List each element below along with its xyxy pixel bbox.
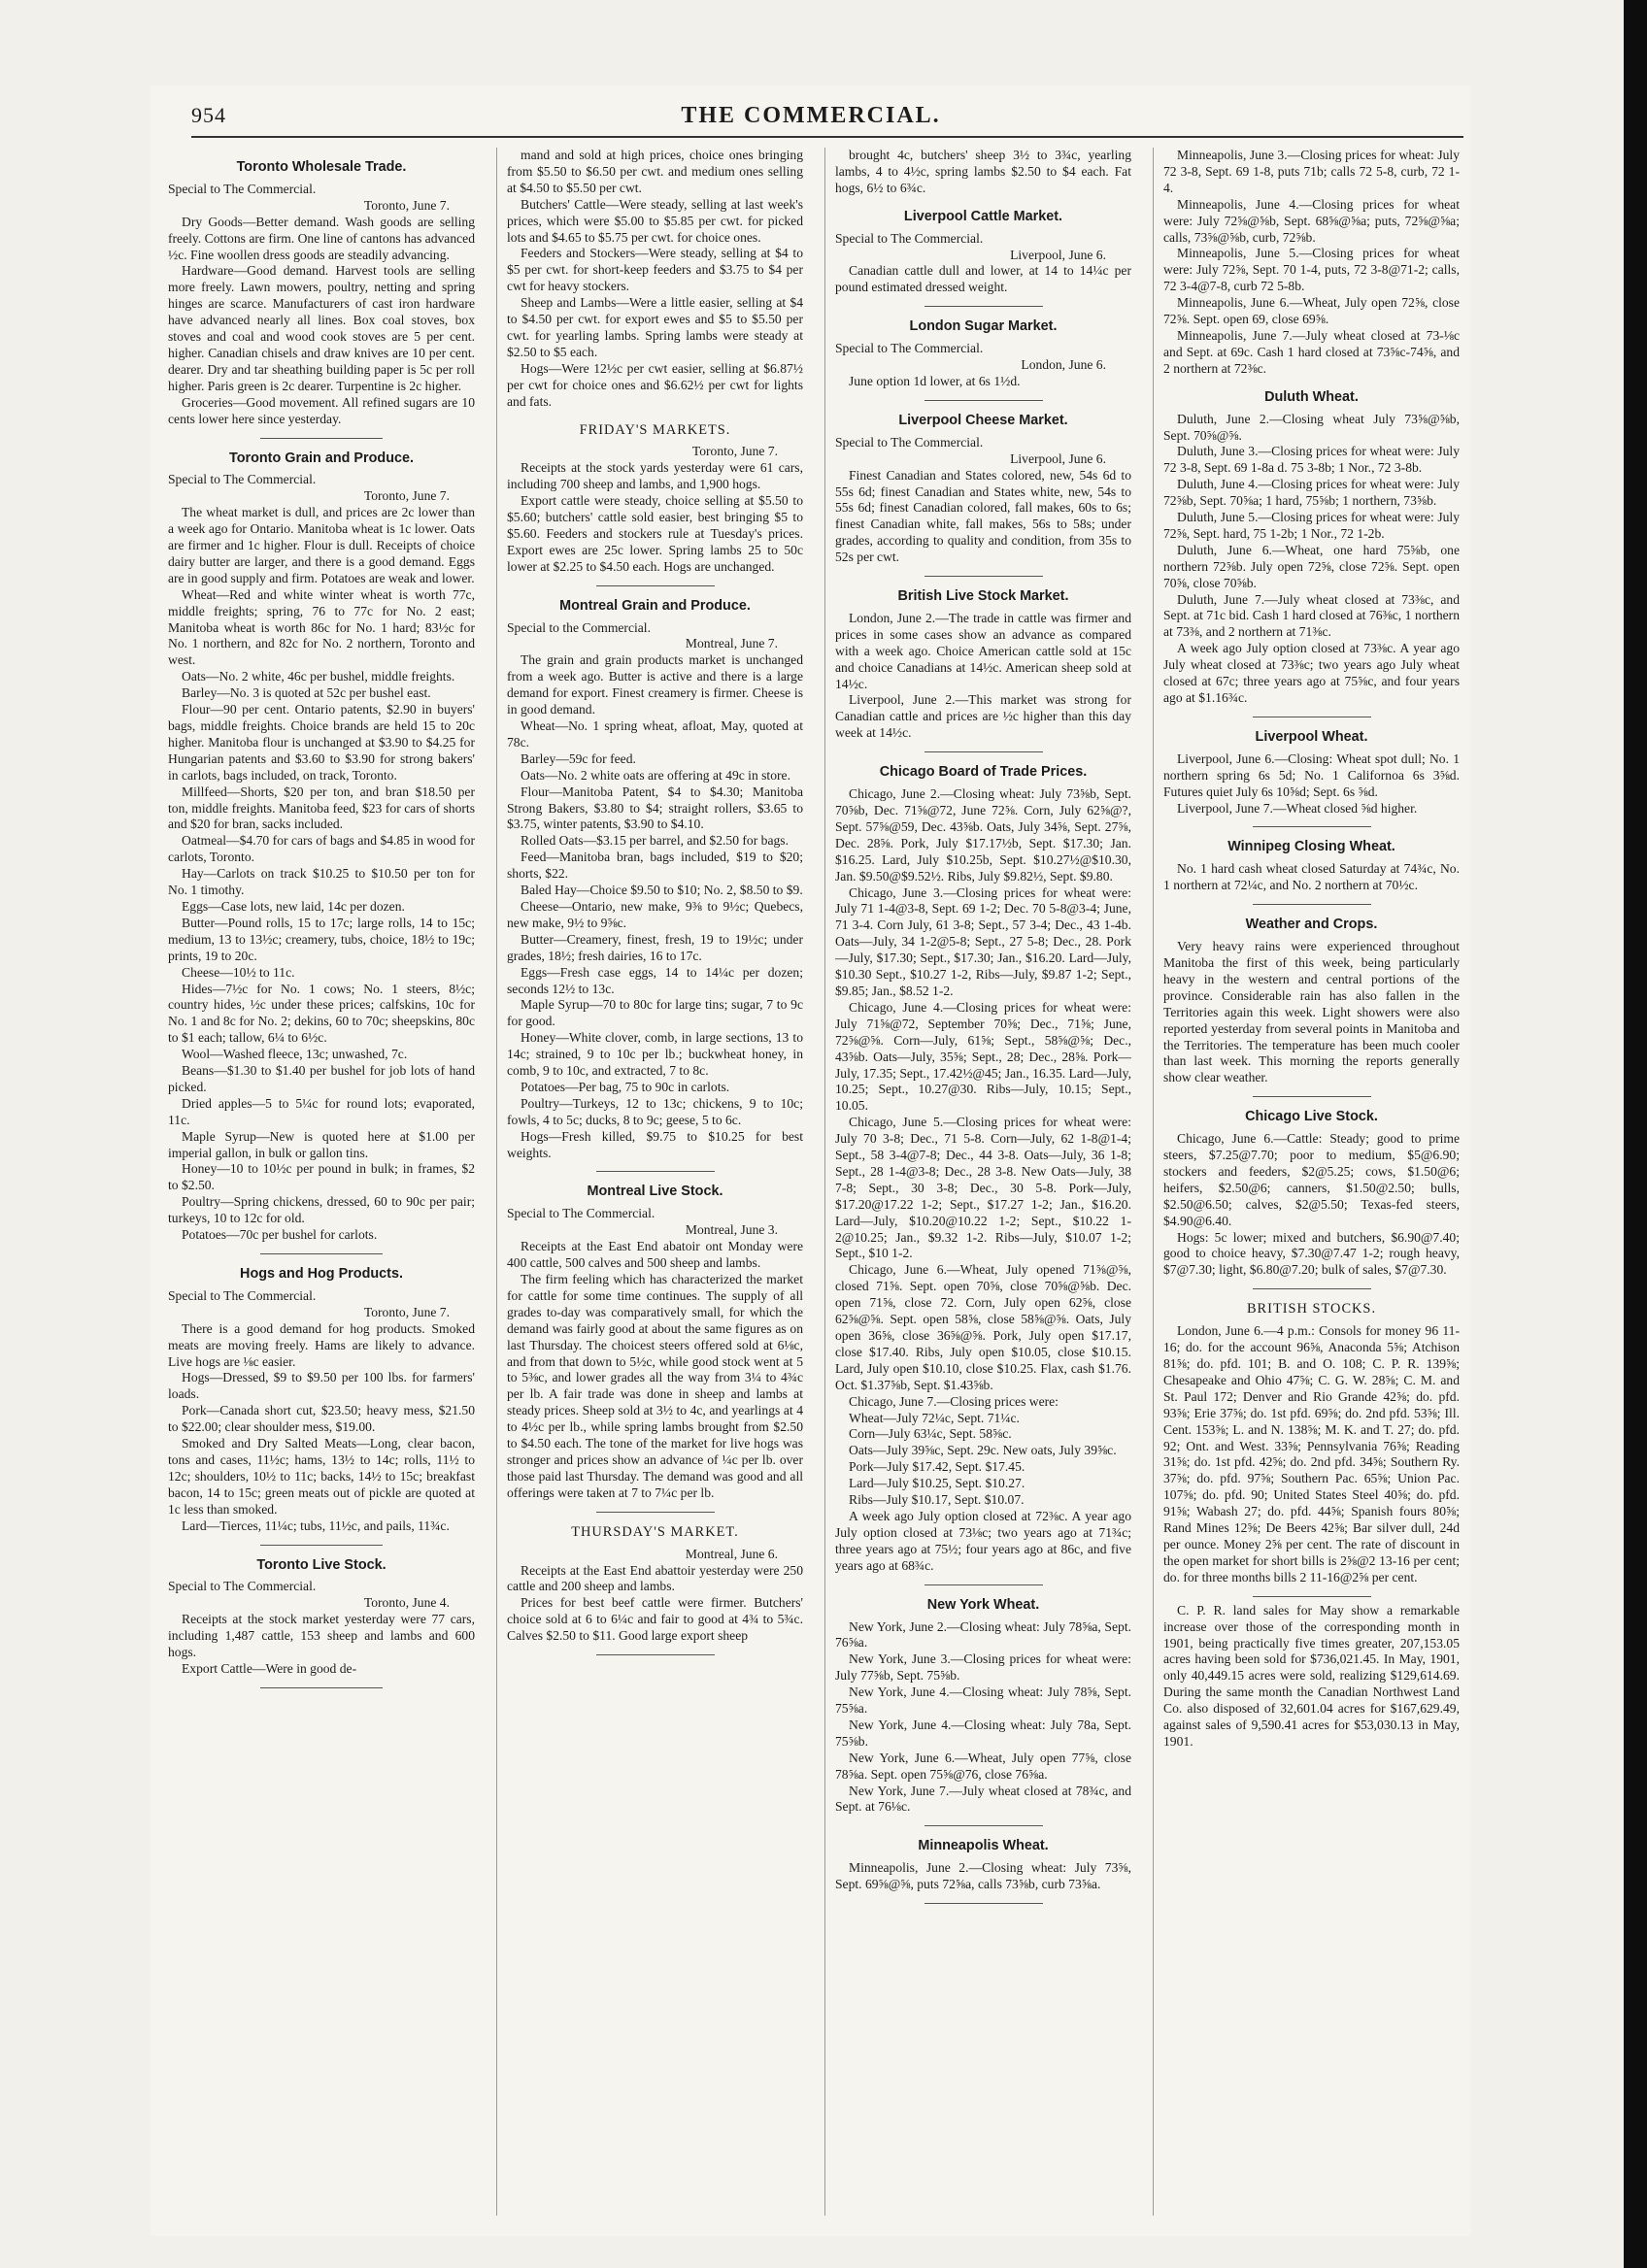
paragraph: A week ago July option closed at 73⅜c. A year ago July wheat closed at 73⅜c; two years ago July wheat closed at 67c; three years ago at 75⅝c, and four years ago at $1.16¾c. [1163,641,1460,705]
paragraph: Groceries—Good movement. All refined sugars are 10 cents lower here since yesterday. [168,394,475,426]
article-divider [260,1253,383,1254]
paragraph: Cheese—10½ to 11c. [182,964,295,980]
paragraph: Wheat—July 72¼c, Sept. 71¼c. [849,1410,1020,1425]
paragraph: Corn—July 63¼c, Sept. 58⅝c. [849,1426,1012,1442]
article [835,588,1131,752]
dateline: Toronto, June 4. [363,1595,450,1611]
paragraph: No. 1 hard cash wheat closed Saturday at 74¾c, No. 1 northern at 72¼c, and No. 2 northern at 70½c. [1163,861,1460,893]
article-heading: Duluth Wheat. [1264,388,1359,405]
paragraph: Flour—90 per cent. Ontario patents, $2.90 in buyers' bags, middle freights. Choice brands are held 15 to 20c higher. Manitoba flour is unchanged at $3.90 to $4.25 for Hungarian patents and $3.60 to $3.90 for strong bakers' in carlots, bags included, on track, Toronto. [168,702,475,783]
article [507,1524,803,1655]
article-heading: Toronto Wholesale Trade. [236,159,407,175]
article [507,422,803,586]
paragraph: Lard—July $10.25, Sept. $10.27. [849,1476,1025,1491]
paragraph: Wheat—Red and white winter wheat is worth 77c, middle freights; spring, 76 to 77c for No. 2 east; Manitoba wheat is worth 86c for No. 1 hard; 83½c for No. 1 northern, and 82c for No. 2 northern, Toronto and west. [168,586,475,668]
dateline: Montreal, June 6. [685,1546,778,1561]
paragraph: Minneapolis, June 3.—Closing prices for wheat: July 72 3-8, Sept. 69 1-8, puts 71b; calls 72 5-8, curb, 72 1-4. [1163,148,1460,195]
paragraph: Potatoes—70c per bushel for carlots. [182,1227,378,1243]
paragraph: Butter—Creamery, finest, fresh, 19 to 19½c; under grades, 18½; fresh dairies, 16 to 17c. [507,931,803,963]
paragraph: Canadian cattle dull and lower, at 14 to 14¼c per pound estimated dressed weight. [835,263,1131,295]
paragraph: Wheat—No. 1 spring wheat, afloat, May, quoted at 78c. [507,718,803,750]
article-heading: Liverpool Cheese Market. [898,412,1068,428]
paragraph: June option 1d lower, at 6s 1½d. [849,373,1021,388]
paragraph: Smoked and Dry Salted Meats—Long, clear bacon, tons and cases, 11½c; hams, 13½ to 14c; rolls, 11½ to 12c; shoulders, 10½ to 11c; backs, 14½ to 15c; breakfast bacon, 14 to 15c; green meats out of pickle are quoted at 1c less than smoked. [168,1436,475,1517]
paragraph: Finest Canadian and States colored, new, 54s 6d to 55s 6d; finest Canadian and States white, new, 54s to 55s 6d; finest Canadian colored, fall makes, 60s to 6s; finest Canadian white, fall makes, 56s to 58s; under grades, according to quality and condition, from 35s to 52s per cwt. [835,467,1131,565]
article-heading: Montreal Grain and Produce. [559,597,751,614]
paragraph: Butter—Pound rolls, 15 to 17c; large rolls, 14 to 15c; medium, 13 to 13½c; creamery, tubs, choice, 18½ to 19c; prints, 19 to 20c. [168,915,475,963]
article-heading: Toronto Grain and Produce. [228,450,414,466]
paragraph: Potatoes—Per bag, 75 to 90c in carlots. [521,1079,730,1094]
article [835,1838,1131,1904]
paragraph: Duluth, June 6.—Wheat, one hard 75⅝b, one northern 72⅝b. July open 72⅝, close 72⅝. Sept. open 70⅝, close 70⅝b. [1163,542,1460,590]
paragraph: Hides—7½c for No. 1 cows; No. 1 steers, 8½c; country hides, ½c under these prices; calfskins, 10c for No. 1 and 8c for No. 2; dekins, 60 to 70c; sheepskins, 80c to $1 each; tallow, 6¼ to 6½c. [168,981,475,1046]
article-heading: FRIDAY'S MARKETS. [579,421,731,438]
article [835,209,1131,308]
paragraph: Feed—Manitoba bran, bags included, $19 to $20; shorts, $22. [507,850,803,882]
paragraph: New York, June 3.—Closing prices for wheat were: July 77⅝b, Sept. 75⅝b. [835,1651,1131,1684]
paragraph: Hogs—Were 12½c per cwt easier, selling at $6.87½ per cwt for choice ones and $6.62½ per cwt for lights and fats. [507,360,803,409]
article [835,1597,1131,1827]
paragraph: Butchers' Cattle—Were steady, selling at last week's prices, which were $5.00 to $5.85 per cwt. for picked lots and $4.65 to $5.75 per cwt. for choice ones. [507,196,803,245]
paragraph: Honey—10 to 10½c per pound in bulk; in frames, $2 to $2.50. [168,1161,475,1193]
paragraph: The firm feeling which has characterized the market for cattle for some time continues. The supply of all grades to-day was comparatively small, for which the demand was fairly good at about the same figures as on last Thursday. The choicest steers offered sold at 6⅛c, and from that down to 5½c, while good stock went at 5 to 5⅜c, and lower grades all the way from 3¼ to 4¾c per lb. A fair trade was done in sheep and lambs at steady prices. Sheep sold at 3½ to 4c, and yearlings at 4 to 4½c per lb., while spring lambs brought from $2.50 to $4.50 each. The tone of the market for live hogs was stronger and prices show an advance of ¼c per lb. over those paid last Thursday. The demand was good and all offerings were taken at 7 to 7¼c per lb. [507,1272,803,1500]
paragraph: Chicago, June 7.—Closing prices were: [849,1393,1059,1409]
paragraph: Duluth, June 2.—Closing wheat July 73⅝@⅝b, Sept. 70⅝@⅝. [1163,411,1460,443]
paragraph: Wool—Washed fleece, 13c; unwashed, 7c. [182,1047,408,1062]
dateline: Liverpool, June 6. [1010,247,1106,262]
paragraph: Receipts at the stock yards yesterday were 61 cars, including 700 sheep and lambs, and 1,900 hogs. [507,460,803,492]
article-heading: BRITISH STOCKS. [1246,1301,1377,1317]
masthead-rule [191,136,1463,138]
article [507,598,803,1173]
article-divider [596,1171,715,1172]
article-divider [1253,1596,1371,1597]
article-heading: Minneapolis Wheat. [918,1838,1049,1854]
article-divider [260,1545,383,1546]
paragraph: Receipts at the East End abattoir yesterday were 250 cattle and 200 sheep and lambs. [507,1562,803,1594]
paragraph: Dried apples—5 to 5¼c for round lots; evaporated, 11c. [168,1095,475,1127]
dateline: Toronto, June 7. [363,197,450,213]
dateline: London, June 6. [1021,357,1106,373]
article-heading: Weather and Crops. [1245,917,1378,933]
paragraph: Chicago, June 4.—Closing prices for wheat were: July 71⅝@72, September 70⅝; Dec., 71⅝; June, 72⅝@⅝. Corn—July, 61⅝; Sept., 58⅝@⅝; Dec., 43⅝b. Oats—July, 35⅝; Sept., 28; Dec., 28⅝. Pork—July, 17.35; Sept., 17.42½@45; Jan., 16.35. Lard—July, 10.25; Sept., 10.27@30. Ribs—July, 10.15; Sept., 10.05. [835,999,1131,1114]
article [1163,1603,1460,1751]
paragraph: Export cattle were steady, choice selling at $5.50 to $5.60; butchers' cattle sold easier, best bringing $5 to $5.60. Feeders and stockers rule at Tuesday's prices. Export ewes are 25c lower. Spring lambs 25 to 50c lower at $2.25 to $4.50 each. Hogs are unchanged. [507,493,803,574]
paragraph: London, June 2.—The trade in cattle was firmer and prices in some cases show an advance as compared with a week ago. Choice American cattle sold at 15c and choice Canadians at 14½c. American sheep sold at 14½c. [835,610,1131,691]
article [168,159,475,439]
article-heading: Chicago Board of Trade Prices. [879,764,1088,781]
article-divider [924,1825,1043,1826]
dateline: Liverpool, June 6. [1010,450,1106,466]
column-1 [168,148,475,2216]
paragraph: Duluth, June 3.—Closing prices for wheat were: July 72 3-8, Sept. 69 1-8a d. 75 3-8b; 1 Nor., 72 3-8b. [1163,444,1460,476]
paragraph: Poultry—Spring chickens, dressed, 60 to 90c per pair; turkeys, 10 to 12c for old. [168,1194,475,1226]
paragraph: Sheep and Lambs—Were a little easier, selling at $4 to $4.50 per cwt. for export ewes and $5 to $5.50 per cwt. for yearling lambs. Spring lambs were steady at $2.50 to $5 each. [507,295,803,359]
article-divider [924,306,1043,307]
column-2 [496,148,803,2216]
dateline: Montreal, June 3. [685,1222,778,1238]
article-divider [1253,1096,1371,1097]
article-heading: THURSDAY'S MARKET. [571,1523,739,1540]
article [835,318,1131,401]
paragraph: Liverpool, June 2.—This market was strong for Canadian cattle and prices are ½c higher than this day week at 14½c. [835,692,1131,741]
article-divider [1253,826,1371,827]
article-divider [596,585,715,586]
article [1163,389,1460,717]
article-divider [260,438,383,439]
dateline: Montreal, June 7. [685,636,778,651]
article-heading: British Live Stock Market. [897,588,1069,605]
article-heading: Montreal Live Stock. [587,1184,723,1200]
article-heading: Liverpool Wheat. [1255,728,1368,745]
paragraph: Cheese—Ontario, new make, 9⅜ to 9½c; Quebecs, new make, 9½ to 9⅝c. [507,898,803,930]
paragraph: Hay—Carlots on track $10.25 to $10.50 per ton for No. 1 timothy. [168,866,475,898]
paragraph: Minneapolis, June 6.—Wheat, July open 72⅝, close 72⅝. Sept. open 69, close 69⅝. [1163,295,1460,327]
paragraph: New York, June 6.—Wheat, July open 77⅝, close 78⅝a. Sept. open 75⅝@76, close 76⅝a. [835,1750,1131,1782]
paragraph: A week ago July option closed at 72⅜c. A year ago July option closed at 73⅛c; two years ago at 71¾c; three years ago at 75½; four years ago at 86c, and five years ago at 68¾c. [835,1508,1131,1573]
paragraph: Barley—No. 3 is quoted at 52c per bushel east. [182,685,431,701]
paragraph: The grain and grain products market is unchanged from a week ago. Butter is active and there is a large demand for export. Finest creamery is firmer. Cheese is in good demand. [507,652,803,717]
article-divider [1253,1288,1371,1289]
paragraph: Ribs—July $10.17, Sept. $10.07. [849,1492,1025,1508]
paragraph: Rolled Oats—$3.15 per barrel, and $2.50 for bags. [521,833,789,849]
article-divider [924,576,1043,577]
paragraph: Flour—Manitoba Patent, $4 to $4.30; Manitoba Strong Bakers, $3.80 to $4; straight rollers, $3.65 to $3.75, winter patents, $3.90 to $4.10. [507,784,803,832]
paragraph: Lard—Tierces, 11¼c; tubs, 11½c, and pails, 11¾c. [182,1518,450,1533]
paragraph: Eggs—Case lots, new laid, 14c per dozen. [182,898,405,914]
paragraph: Beans—$1.30 to $1.40 per bushel for job lots of hand picked. [168,1063,475,1094]
article [507,1184,803,1512]
special-correspondent: Special to The Commercial. [168,472,317,487]
paragraph: Duluth, June 7.—July wheat closed at 73⅜c, and Sept. at 71c bid. Cash 1 hard closed at 76⅜c, 1 northern at 73⅜, and 2 northern at 71⅜c. [1163,591,1460,640]
article-divider [924,400,1043,401]
article [1163,148,1460,378]
paragraph: Feeders and Stockers—Were steady, selling at $4 to $5 per cwt. for short-keep feeders and $3.75 to $4 per cwt for heavy stockers. [507,246,803,294]
article [835,148,1131,197]
newspaper-page [151,85,1471,2236]
dateline: Toronto, June 7. [363,1304,450,1319]
paragraph: Poultry—Turkeys, 12 to 13c; chickens, 9 to 10c; fowls, 4 to 5c; ducks, 8 to 9c; geese, 5 to 6c. [507,1095,803,1127]
paragraph: Hogs: 5c lower; mixed and butchers, $6.90@7.40; good to choice heavy, $7.30@7.47 1-2; rough heavy, $7@7.30; light, $6.80@7.20; bulk of sales, $7@7.30. [1163,1229,1460,1278]
article-heading: Liverpool Cattle Market. [903,208,1063,224]
paragraph: London, June 6.—4 p.m.: Consols for money 96 11-16; do. for the account 96⅝, Anaconda 5⅝; Atchison 81⅝; do. pfd. 101; B. and O. 108; C. P. R. 139⅝; Chesapeake and Ohio 47⅝; C. G. W. 28⅝; C. M. and St. Paul 172; Denver and Rio Grande 42⅝; do. pfd. 93⅝; Erie 37⅝; do. 1st pfd. 69⅝; do. 2nd pfd. 53⅝; Ill. Cent. 153⅝; L. and N. 138⅝; M. K. and T. 27; do. pfd. 92; Ont. and West. 33⅝; Pennsylvania 76⅝; Reading 31⅝; do. 1st pfd. 42⅝; do. 2nd pfd. 34⅝; Southern Ry. 37⅝; do. pfd. 97⅝; Southern Pac. 65⅝; Union Pac. 107⅝; do. pfd. 90; United States Steel 40⅝; do. pfd. 91⅝; Wabash 27; do. pfd. 44⅝; Spanish fours 80⅝; Rand Mines 12⅝; De Beers 42⅝; Bar silver dull, 24d per ounce. Money 2⅝ per cent. The rate of discount in the open market for short bills is 2⅝@2 13-16 per cent; do. for three months bills 2 11-16@2⅝ per cent. [1163,1323,1460,1584]
article [1163,729,1460,828]
article-divider [596,1512,715,1513]
article [168,1557,475,1688]
paragraph: The wheat market is dull, and prices are 2c lower than a week ago for Ontario. Manitoba wheat is 1c lower. Oats are firmer and 1c higher. Flour is dull. Receipts of choice dairy butter are larger, and there is a good demand. Eggs are in good supply and firm. Potatoes are weak and lower. [168,505,475,585]
special-correspondent: Special to The Commercial. [168,1579,317,1594]
paragraph: Very heavy rains were experienced throughout Manitoba the first of this week, being particularly heavy in the western and central portions of the province. Considerable rain has also fallen in the Territories again this week. Light showers were also reported yesterday from several points in Manitoba and the Territories. The temperature has been much cooler than last week. This morning the reports generally show clear weather. [1163,939,1460,1085]
paragraph: Chicago, June 5.—Closing prices for wheat were: July 70 3-8; Dec., 71 5-8. Corn—July, 62 1-8@1-4; Sept., 58 3-4@7-8; Dec., 44 3-8. Oats—July, 36 1-8; Sept., 28 1-4@3-8; Dec., 28 3-8. New Oats—July, 38 7-8; Sept., 30 3-8; Dec., 30 5-8. Pork—July, $17.20@17.22 1-2; Sept., $17.27 1-2; Jan., $16.20. Lard—July, $10.20@10.22 1-2; Sept., $10.22 1-2@10.25; Jan., $9.32 1-2. Ribs—July, $10.07 1-2; Sept., $10 1-2. [835,1115,1131,1261]
page-number: 954 [191,103,226,127]
paragraph: Oats—No. 2 white, 46c per bushel, middle freights. [182,669,455,684]
masthead-title: THE COMMERCIAL. [681,103,941,128]
article [1163,1301,1460,1596]
paragraph: Chicago, June 6.—Cattle: Steady; good to prime steers, $7.25@7.70; poor to medium, $5@6.90; stockers and feeders, $2@5.25; cows, $1.50@6; heifers, $2.50@6; canners, $1.50@2.50; bulls, $2.50@6.50; calves, $2@5.50; Texas-fed steers, $4.90@6.40. [1163,1131,1460,1228]
paragraph: Chicago, June 2.—Closing wheat: July 73⅝b, Sept. 70⅝b, Dec. 71⅝@72, June 72⅝. Corn, July 62⅝@?, Sept. 57⅝@59, Dec. 43⅝b. Oats, July 34⅝, Sept. 27⅝, Dec. 28⅝. Pork, July $17.17½b, Sept. $17.30; Jan. $16.25. Lard, July $10.25b, Sept. $10.27½@$10.30, Jan. $9.50@$9.52½. Ribs, July $9.82½, Sept. $9.80. [835,786,1131,884]
paragraph: mand and sold at high prices, choice ones bringing from $5.50 to $6.50 per cwt. and medium ones selling at $4.50 to $5.50 per cwt. [507,148,803,195]
paragraph: Dry Goods—Better demand. Wash goods are selling freely. Cottons are firm. One line of cantons has advanced ½c. Fine woollen dress goods are steadily advancing. [168,214,475,262]
article [168,450,475,1255]
paragraph: Duluth, June 5.—Closing prices for wheat were: July 72⅝, Sept. hard, 75 1-2b; 1 Nor., 72 1-2b. [1163,510,1460,541]
paragraph: Chicago, June 3.—Closing prices for wheat were: July 71 1-4@3-8, Sept. 69 1-2; Dec. 70 5-8@3-4; June, 71 3-4. Corn July, 61 3-8; Sept., 57 3-4; Dec., 43 1-4b. Oats—July, 34 1-2@5-8; Sept., 27 5-8; Dec., 28. Pork—July, $17.30; Sept., $17.30; Jan., $16.20. Lard—July, $10.30 Sept., $10.27 1-2, Ribs—July, $9.87 1-2; Sept., $9.85; Jan., $8.52 1-2. [835,884,1131,998]
special-correspondent: Special to The Commercial. [835,434,984,450]
paragraph: Barley—59c for feed. [521,750,636,766]
article-heading: New York Wheat. [926,1596,1040,1613]
article-heading: Toronto Live Stock. [256,1556,387,1573]
article [1163,1109,1460,1289]
special-correspondent: Special to The Commercial. [168,1287,317,1303]
article-heading: Chicago Live Stock. [1245,1109,1378,1125]
paragraph: Minneapolis, June 2.—Closing wheat: July 73⅝, Sept. 69⅝@⅝, puts 72⅝a, calls 73⅝b, curb 73⅝a. [835,1860,1131,1892]
paragraph: Millfeed—Shorts, $20 per ton, and bran $18.50 per ton, middle freights. Manitoba feed, $23 for cars of shorts and $20 for bran, sacks included. [168,784,475,832]
dateline: Toronto, June 7. [691,444,778,459]
article-divider [1253,904,1371,905]
paragraph: Oats—No. 2 white oats are offering at 49c in store. [521,767,790,783]
paragraph: Receipts at the stock market yesterday were 77 cars, including 1,487 cattle, 153 sheep and lambs and 600 hogs. [168,1612,475,1660]
paragraph: There is a good demand for hog products. Smoked meats are moving freely. Hams are likely to advance. Live hogs are ⅛c easier. [168,1320,475,1369]
article-heading: Winnipeg Closing Wheat. [1227,839,1395,855]
paragraph: New York, June 4.—Closing wheat: July 78a, Sept. 75⅝b. [835,1717,1131,1749]
paragraph: Liverpool, June 6.—Closing: Wheat spot dull; No. 1 northern spring 6s 5d; No. 1 Californoa 6s 3⅝d. Futures quiet July 6s 10⅝d; Sept. 6s ⅝d. [1163,750,1460,799]
paragraph: Pork—July $17.42, Sept. $17.45. [849,1459,1025,1475]
paragraph: New York, June 7.—July wheat closed at 78¾c, and Sept. at 76⅛c. [835,1783,1131,1815]
special-correspondent: Special to The Commercial. [507,1206,655,1221]
article [1163,839,1460,905]
paragraph: Pork—Canada short cut, $23.50; heavy mess, $21.50 to $22.00; clear shoulder mess, $19.00. [168,1403,475,1435]
paragraph: Export Cattle—Were in good de- [182,1660,357,1676]
paragraph: Hogs—Fresh killed, $9.75 to $10.25 for best weights. [507,1128,803,1160]
paragraph: Hardware—Good demand. Harvest tools are selling more freely. Lawn mowers, poultry, netting and spring hinges are scarce. Manufacturers of cast iron hardware have advanced nearly all lines. Box coal stoves, box stoves and coal and wood cook stoves are 5 per cent. higher. Canadian chisels and draw knives are 10 per cent. dearer. Dry and tar sheathing building paper is 5c per roll higher. Paris green is 2c dearer. Turpentine is 2c higher. [168,263,475,393]
paragraph: Baled Hay—Choice $9.50 to $10; No. 2, $8.50 to $9. [521,883,803,898]
article [835,413,1131,577]
article [835,764,1131,1584]
special-correspondent: Special to the Commercial. [507,619,651,635]
paragraph: Maple Syrup—70 to 80c for large tins; sugar, 7 to 9c for good. [507,997,803,1029]
special-correspondent: Special to The Commercial. [835,341,984,356]
paragraph: Oatmeal—$4.70 for cars of bags and $4.85 in wood for carlots, Toronto. [168,833,475,865]
paragraph: Oats—July 39⅝c, Sept. 29c. New oats, July 39⅝c. [849,1443,1117,1458]
paragraph: Duluth, June 4.—Closing prices for wheat were: July 72⅝b, Sept. 70⅝a; 1 hard, 75⅝b; 1 northern, 73⅝b. [1163,477,1460,509]
paragraph: brought 4c, butchers' sheep 3½ to 3¾c, yearling lambs, 4 to 4½c, spring lambs $2.50 to $4 each. Fat hogs, 6½ to 6¾c. [835,148,1131,195]
dateline: Toronto, June 7. [363,488,450,504]
column-4 [1153,148,1460,2216]
article-divider [924,751,1043,752]
paragraph: Maple Syrup—New is quoted here at $1.00 per imperial gallon, in bulk or gallon tins. [168,1128,475,1160]
paragraph: Eggs—Fresh case eggs, 14 to 14¼c per dozen; seconds 12½ to 13c. [507,964,803,996]
article-heading: Hogs and Hog Products. [240,1266,403,1282]
article-divider [596,1654,715,1655]
paragraph: C. P. R. land sales for May show a remarkable increase over those of the corresponding month in 1901, being practically five times greater, 207,153.05 acres having been sold for $736,021.45. In May, 1901, only 40,449.15 acres were sold, realizing $129,614.69. During the same month the Canadian Northwest Land Co. also disposed of 32,601.04 acres for $167,629.49, against sales of 9,590.41 acres for $53,030.13 in May, 1901. [1163,1602,1460,1749]
text-columns [168,148,1460,2216]
paragraph: Hogs—Dressed, $9 to $9.50 per 100 lbs. for farmers' loads. [168,1370,475,1402]
special-correspondent: Special to The Commercial. [835,230,984,246]
article-divider [260,1687,383,1688]
paragraph: New York, June 2.—Closing wheat: July 78⅝a, Sept. 76⅝a. [835,1618,1131,1651]
scan-edge-bar [1624,0,1647,2268]
paragraph: Minneapolis, June 4.—Closing prices for wheat were: July 72⅝@⅝b, Sept. 68⅝@⅝a; puts, 72⅝@⅝a; calls, 73⅝@⅝b, curb, 72⅝b. [1163,196,1460,245]
article-divider [924,1903,1043,1904]
column-3 [824,148,1131,2216]
paragraph: Minneapolis, June 7.—July wheat closed at 73-⅛c and Sept. at 69c. Cash 1 hard closed at 73⅝c-74⅝, and 2 northern at 72⅜c. [1163,327,1460,376]
article [168,1266,475,1546]
special-correspondent: Special to The Commercial. [168,181,317,196]
article-divider [924,1584,1043,1585]
paragraph: Liverpool, June 7.—Wheat closed ⅝d higher. [1177,800,1418,816]
paragraph: Prices for best beef cattle were firmer. Butchers' choice sold at 6 to 6¼c and fair to good at 4¾ to 5¾c. Calves $2.50 to $11. Good large export sheep [507,1595,803,1644]
article [1163,917,1460,1097]
paragraph: Receipts at the East End abatoir ont Monday were 400 cattle, 500 calves and 500 sheep and lambs. [507,1239,803,1271]
paragraph: Honey—White clover, comb, in large sections, 13 to 14c; strained, 9 to 10c per lb.; buckwheat honey, in comb, 9 to 10c, and extracted, 7 to 8c. [507,1030,803,1079]
paragraph: Chicago, June 6.—Wheat, July opened 71⅝@⅝, closed 71⅝. Sept. open 70⅝, close 70⅝@⅝b. Dec. open 71⅝, close 72. Corn, July open 62⅝, close 62⅝@⅝. Sept. open 58⅝, close 58⅝@⅝. Oats, July open 36⅝, close 36⅝@⅝. Pork, July open $17.17, close $17.40. Ribs, July open $10.05, close $10.15. Lard, July open $10.10, close $10.25. Flax, cash $1.76. Oct. $1.37⅝b, Sept. $1.43⅝b. [835,1262,1131,1392]
paragraph: Minneapolis, June 5.—Closing prices for wheat were: July 72⅝, Sept. 70 1-4, puts, 72 3-8@71-2; calls, 72 3-4@7-8, curb 72 5-8b. [1163,246,1460,294]
article-heading: London Sugar Market. [909,318,1058,335]
article [507,148,803,411]
paragraph: New York, June 4.—Closing wheat: July 78⅝, Sept. 75⅝a. [835,1684,1131,1717]
